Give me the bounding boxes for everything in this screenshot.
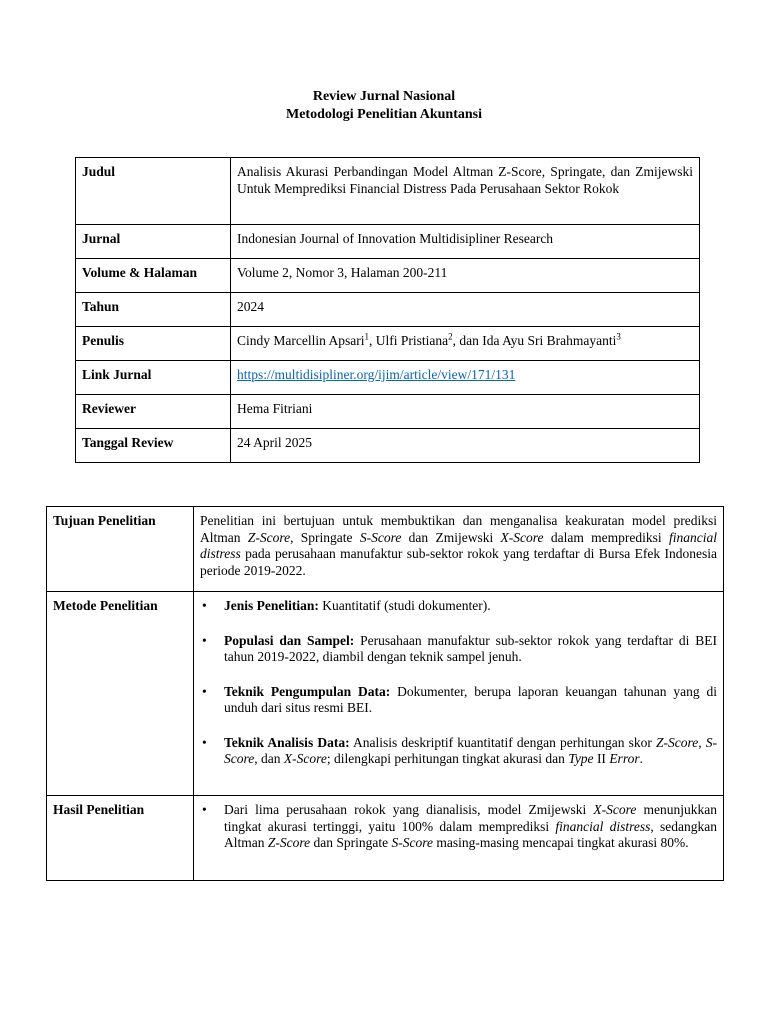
author-affiliation-mark: 1 (364, 331, 369, 342)
tahun-value: 2024 (231, 293, 700, 327)
bullet-text: Perusahaan manufaktur sub-sektor rokok yang terdaftar di BEI tahun 2019-2022, diambil dengan teknik sampel jenuh. (224, 632, 717, 664)
link-value-cell (231, 361, 700, 395)
tujuan-value (194, 507, 724, 592)
table-row (47, 507, 724, 592)
judul-label: Judul (76, 158, 231, 225)
author-name: Ulfi Pristiana (375, 333, 449, 348)
list-item (200, 598, 717, 615)
table-row (47, 592, 724, 796)
italic-term: S-Score (391, 835, 433, 850)
table-row (47, 796, 724, 881)
italic-term: Z-Score (247, 529, 291, 545)
journal-link[interactable]: https://multidisipliner.org/ijim/article/view/171/131 (237, 367, 516, 382)
metode-list (200, 598, 717, 768)
table-row (76, 361, 700, 395)
text-run: . (639, 751, 643, 766)
bullet-heading: Teknik Pengumpulan Data: (224, 683, 391, 699)
volume-value: Volume 2, Nomor 3, Halaman 200-211 (231, 259, 700, 293)
text-run: masing-masing mencapai tingkat akurasi 80%. (432, 835, 689, 850)
text-run: Penelitian ini bertujuan untuk membuktikan dan menganalisa keakuratan model prediksi Altman (200, 513, 717, 545)
text-run: dan Springate (310, 835, 392, 850)
metode-label: Metode Penelitian (47, 592, 194, 796)
italic-term: financial distress (555, 818, 651, 834)
review-table (46, 506, 724, 881)
bullet-text: Dokumenter, berupa laporan keuangan tahunan yang di unduh dari situs resmi BEI. (224, 683, 717, 715)
author-separator: , (368, 333, 376, 348)
penulis-value (231, 327, 700, 361)
italic-term: X-Score (283, 751, 327, 766)
journal-info-table (75, 157, 700, 463)
italic-term: Error (609, 751, 640, 766)
bullet-icon: • (202, 683, 207, 699)
italic-term: S-Score (224, 734, 717, 766)
tanggal-label: Tanggal Review (76, 429, 231, 463)
author-affiliation-mark: 3 (616, 331, 621, 342)
metode-value (194, 592, 724, 796)
jurnal-value: Indonesian Journal of Innovation Multidisipliner Research (231, 225, 700, 259)
text-run: dalam memprediksi (543, 529, 669, 545)
author-separator: , dan (452, 333, 483, 348)
list-item (200, 684, 717, 717)
author-affiliation-mark: 2 (448, 331, 453, 342)
table-row (76, 259, 700, 293)
author-name: Ida Ayu Sri Brahmayanti (482, 333, 617, 348)
text-run: Dari lima perusahaan rokok yang dianalisis, model Zmijewski (224, 802, 594, 817)
reviewer-label: Reviewer (76, 395, 231, 429)
text-run: II (593, 751, 610, 766)
author-name: Cindy Marcellin Apsari (237, 333, 365, 348)
italic-term: Z-Score (267, 835, 311, 850)
reviewer-value: Hema Fitriani (231, 395, 700, 429)
italic-term: X-Score (500, 529, 544, 545)
bullet-icon: • (202, 632, 207, 648)
table-row (76, 429, 700, 463)
table-row (76, 395, 700, 429)
tanggal-value: 24 April 2025 (231, 429, 700, 463)
bullet-icon: • (202, 802, 207, 817)
table-row (76, 158, 700, 225)
text-run: , dan (254, 751, 284, 766)
list-item (200, 633, 717, 666)
text-run: , sedangkan Altman (224, 818, 717, 850)
table-row (76, 327, 700, 361)
document-title: Review Jurnal Nasional (312, 89, 456, 104)
italic-term: S-Score (359, 529, 402, 545)
text-run: , (698, 734, 706, 750)
text-run: pada perusahaan manufaktur sub-sektor rokok yang terdaftar di Bursa Efek Indonesia periode 2019-2022. (200, 546, 717, 578)
italic-term: Type (568, 751, 594, 766)
link-label: Link Jurnal (76, 361, 231, 395)
bullet-heading: Jenis Penelitian: (224, 598, 319, 613)
penulis-label: Penulis (76, 327, 231, 361)
volume-label: Volume & Halaman (76, 259, 231, 293)
text-run: Analisis deskriptif kuantitatif dengan perhitungan skor (349, 734, 656, 750)
list-item (200, 735, 717, 768)
bullet-heading: Populasi dan Sampel: (224, 632, 355, 648)
hasil-list (200, 802, 717, 852)
list-item (200, 802, 717, 852)
italic-term: Z-Score (655, 734, 699, 750)
bullet-icon: • (202, 598, 207, 613)
table-row (76, 225, 700, 259)
bullet-heading: Teknik Analisis Data: (224, 734, 350, 750)
text-run: ; dilengkapi perhitungan tingkat akurasi dan (326, 751, 569, 766)
judul-value: Analisis Akurasi Perbandingan Model Altman Z-Score, Springate, dan Zmijewski Untuk Memprediksi Financial Distress Pada Perusahaan Sektor Rokok (231, 158, 700, 225)
hasil-value (194, 796, 724, 881)
jurnal-label: Jurnal (76, 225, 231, 259)
italic-term: financial distress (200, 529, 717, 561)
text-run: menunjukkan tingkat akurasi tertinggi, yaitu 100% dalam memprediksi (224, 802, 717, 834)
text-run: dan Zmijewski (401, 529, 501, 545)
document-subtitle: Metodologi Penelitian Akuntansi (285, 107, 483, 122)
italic-term: X-Score (593, 802, 637, 817)
text-run: , Springate (290, 529, 360, 545)
bullet-text: Kuantitatif (studi dokumenter). (318, 598, 491, 613)
hasil-label: Hasil Penelitian (47, 796, 194, 881)
tahun-label: Tahun (76, 293, 231, 327)
table-row (76, 293, 700, 327)
tujuan-label: Tujuan Penelitian (47, 507, 194, 592)
bullet-icon: • (202, 734, 207, 750)
